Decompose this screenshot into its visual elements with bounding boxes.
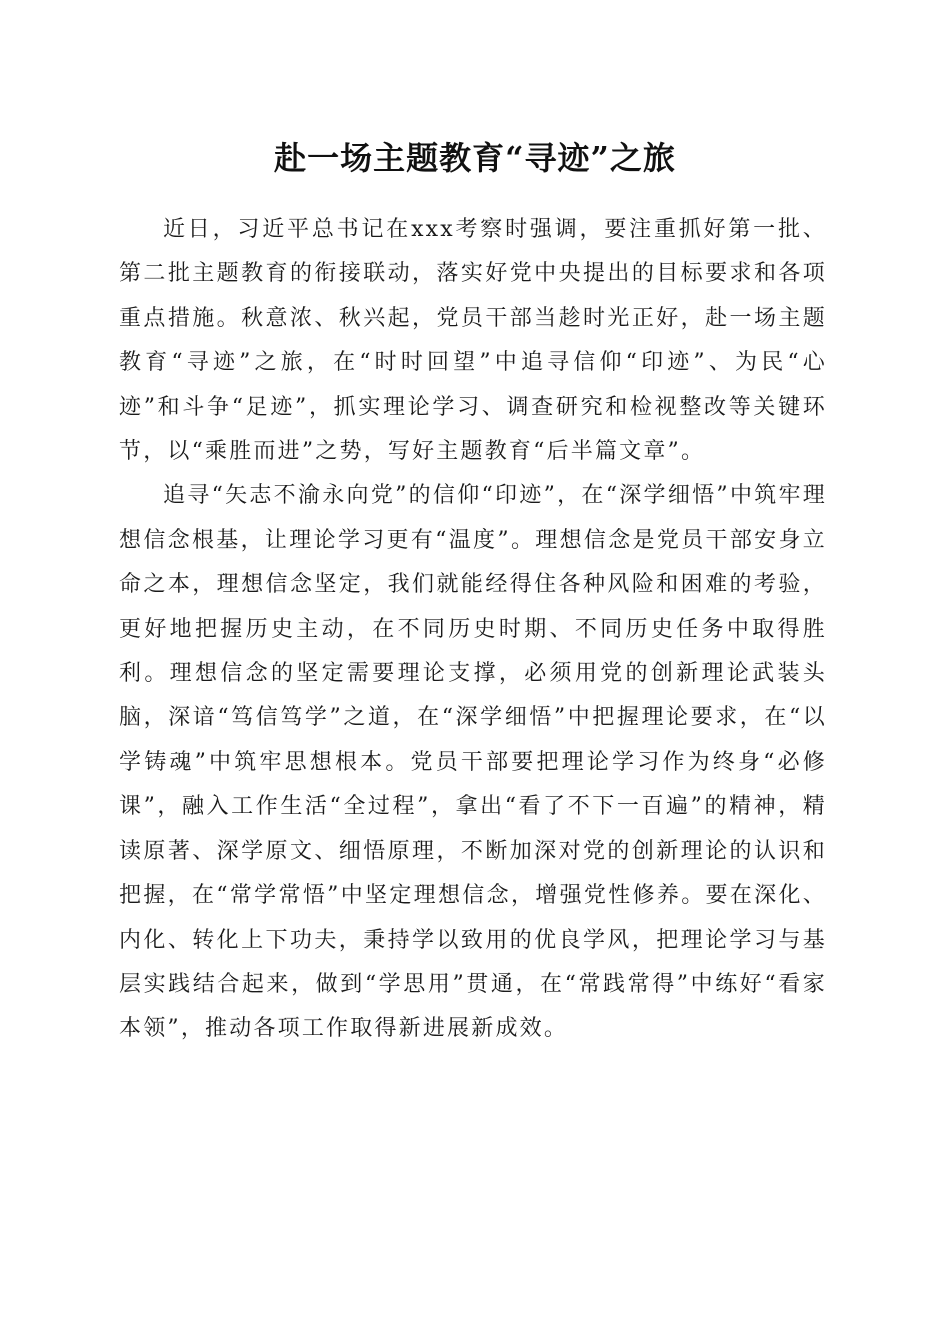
- paragraph-1: 近日，习近平总书记在xxx考察时强调，要注重抓好第一批、第二批主题教育的衔接联动，落实好党中央提出的目标要求和各项重点措施。秋意浓、秋兴起，党员干部当趁时光正好，赴一场主题教育“寻迹”之旅，在“时时回望”中追寻信仰“印迹”、为民“心迹”和斗争“足迹”，抓实理论学习、调查研究和检视整改等关键环节，以“乘胜而进”之势，写好主题教育“后半篇文章”。: [119, 217, 827, 465]
- paragraph-2: 追寻“矢志不渝永向党”的信仰“印迹”，在“深学细悟”中筑牢理想信念根基，让理论学习更有“温度”。理想信念是党员干部安身立命之本，理想信念坚定，我们就能经得住各种风险和困难的考验，更好地把握历史主动，在不同历史时期、不同历史任务中取得胜利。理想信念的坚定需要理论支撑，必须用党的创新理论武装头脑，深谙“笃信笃学”之道，在“深学细悟”中把握理论要求，在“以学铸魂”中筑牢思想根本。党员干部要把理论学习作为终身“必修课”，融入工作生活“全过程”，拿出“看了不下一百遍”的精神，精读原著、深学原文、细悟原理，不断加深对党的创新理论的认识和把握，在“常学常悟”中坚定理想信念，增强党性修养。要在深化、内化、转化上下功夫，秉持学以致用的优良学风，把理论学习与基层实践结合起来，做到“学思用”贯通，在“常践常得”中练好“看家本领”，推动各项工作取得新进展新成效。: [119, 483, 827, 1042]
- document-body: [119, 208, 827, 1052]
- document-title: 赴一场主题教育“寻迹”之旅: [274, 139, 676, 177]
